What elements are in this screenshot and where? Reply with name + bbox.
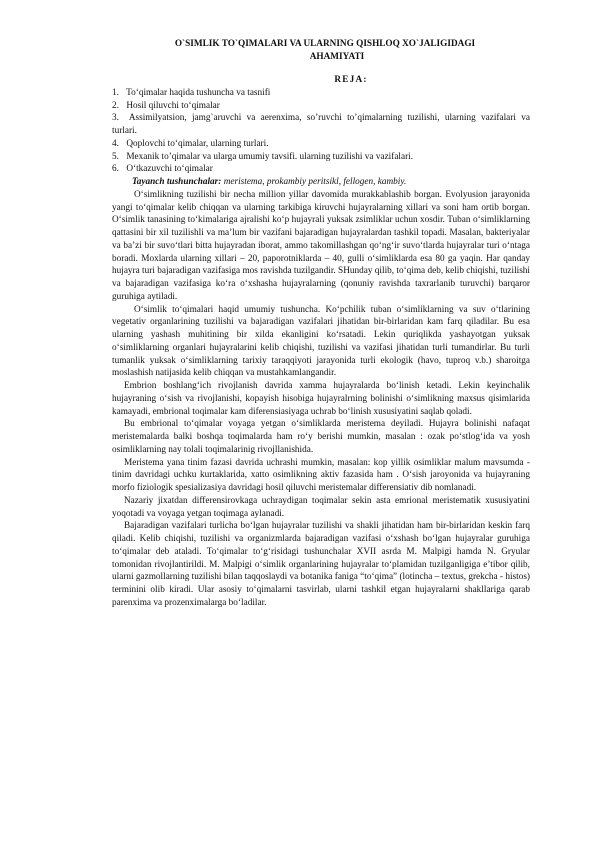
plan-item: 2. Hosil qiluvchi to‘qimalar — [112, 100, 220, 111]
keywords — [112, 176, 530, 189]
plan-item: 6. O‘tkazuvchi to‘qimalar — [112, 164, 213, 175]
paragraph: Meristema yana tinim fazasi davrida uchrashi mumkin, masalan: kop yillik osimliklar malum mavsumda - tinim davridagi uchku kurtaklarida, xatto osimlikning aktiv fazasida ham . O‘sish jaroyonida va hujayraning morfo fiziologik spesializasiya davridagi hosil qiluvchi meristemalar differensiativ dib nomlanadi. — [112, 457, 530, 494]
body-text — [112, 189, 530, 610]
document-title — [120, 38, 530, 63]
plan-item: 5. Mexanik to’qimalar va ularga umumiy tavsifi. ularning tuzilishi va vazifalari. — [112, 151, 414, 162]
title-line-1: O`SIMLIK TO`QIMALARI VA ULARNING QISHLOQ XO`JALIGIDAGI — [174, 39, 476, 49]
plan-item: 1. To‘qimalar haqida tushuncha va tasnifi — [112, 87, 271, 98]
paragraph: Embrion boshlang‘ich rivojlanish davrida xamma hujayralarda bo‘linish ketadi. Lekin keyinchalik hujayraning o‘sish va rivojlanishi, kopayish hisobiga hujayralrning bolinishi o‘simlikning maxsus qisimlarida kamayadi, embrional toqimalar kam diferensiasiyaga uchrab bo‘linish xususiyatini saqlab qoladi. — [112, 381, 530, 417]
paragraph: Bu embrional to‘qimalar voyaga yetgan o‘simliklarda meristema deyiladi. Hujayra bolinishi nafaqat meristemalarda balki boshqa toqimalarda ham ro‘y berishi mumkin, masalan : ozak po‘stlog‘ida va yosh osimliklarning nay tolali toqimalarinig rivojllanishida. — [112, 419, 530, 455]
keywords-label: Tayanch tushunchalar: — [132, 177, 222, 188]
plan-item: 4. Qoplovchi to‘qimalar, ularning turlari. — [112, 138, 269, 149]
plan-heading: REJA: — [334, 75, 368, 86]
keywords-text: meristema, prokambiy peritsikl, fellogen, kambiy. — [221, 177, 407, 188]
paragraph: Nazariy jixatdan differensirovkaga uchraydigan toqimalar sekin asta emrional meristematik xususiyatini yoqotadi va voyaga yetgan toqimaga aylanadi. — [112, 495, 530, 519]
title-line-2: AHAMIYATI — [309, 51, 365, 62]
paragraph: O‘simlik to‘qimalari haqid umumiy tushuncha. Ko‘pchilik tuban o‘simliklarning va suv o‘tlarining vegetativ organlarining tuzilishi va bajaradigan vazifalari jihatidan bir-birlaridan kam farq qiladilar. Bu esa ularning yashash muhitining bir xilda ekanligini ko‘rsatadi. Lekin quriqlikda yashayotgan yuksak o‘simliklarning organlari hujayralarini kelib chiqishi, tuzilishi va vazifasi jihatidan turli tumandirlar. Bu turli tumanlik yuksak o‘simliklarning tarixiy taraqqiyoti jarayonida turli ekologik (havo, tuproq v.b.) sharoitga moslashish natijasida kelib chiqqan va mustahkamlangandir. — [112, 304, 530, 379]
plan-list — [112, 87, 530, 176]
plan-item: 3. Assimilyatsion, jamg`aruvchi va aerenxima, so’ruvchi to’qimalarning tuzilishi, ularning vazifalari va turlari. — [112, 113, 530, 137]
paragraph: O‘simlikning tuzilishi bir necha million yillar davomida murakkablashib borgan. Evolyusion jarayonida yangi to‘qimalar kelib chiqqan va ularning tarkibiga kiruvchi hujayralarning xillari va soni ham ortib borgan. O‘simlik tanasining to‘kimalariga ajralishi ko‘p hujayrali yuksak zsimliklar uchun xosdir. Tuban o‘simliklarning qattasini bir xil tuzilishli va ma’lum bir vazifani bajaradigan hujayralardan tashkil topadi. Masalan, bakteriyalar va ba’zi bir suvo‘tlari bitta hujayradan iborat, ammo takomillashgan qo‘ng‘ir suvo‘tlarda hujayralar turi o‘ntaga boradi. Moxlarda ularning xillari – 20, paporotniklarda – 40, gulli o‘simliklarda esa 80 ga yaqin. Har qanday hujayra turi bajaradigan vazifasiga mos ravishda tuzilgandir. SHunday qilib, to‘qima deb, kelib chiqishi, tuzilishi va bajaradigan vazifasiga ko‘ra o‘xshasha hujayralarning (qonuniy ravishda taxrarlanib turuvchi) barqaror guruhiga aytiladi. — [112, 189, 530, 302]
paragraph: Bajaradigan vazifalari turlicha bo‘lgan hujayralar tuzilishi va shakli jihatidan ham bir-birlaridan keskin farq qiladi. Kelib chiqishi, tuzilishi va organizmlarda bajaradigan vazifasi o‘xshash bo‘lgan hujayralar guruhiga to‘qimalar deb ataladi. To‘qimalar to‘g‘risidagi tushunchalar XVII asrda M. Malpigi hamda N. Gryular tomonidan rivojlantirildi. M. Malpigi o‘simlik organlarining hujayralar to‘plamidan tuzilganligiga e’tibor qilib, ularni gazmollarning tuzilishi bilan taqqoslaydi va botanika faniga “to‘qima” (lotincha – textus, grekcha - histos) terminini olib kiradi. Ular asosiy to‘qimalarni tasvirlab, ularni tashkil etgan hujayralarni shakllariga qarab parenxima va prozenximalarga bo‘ladilar. — [112, 521, 530, 608]
